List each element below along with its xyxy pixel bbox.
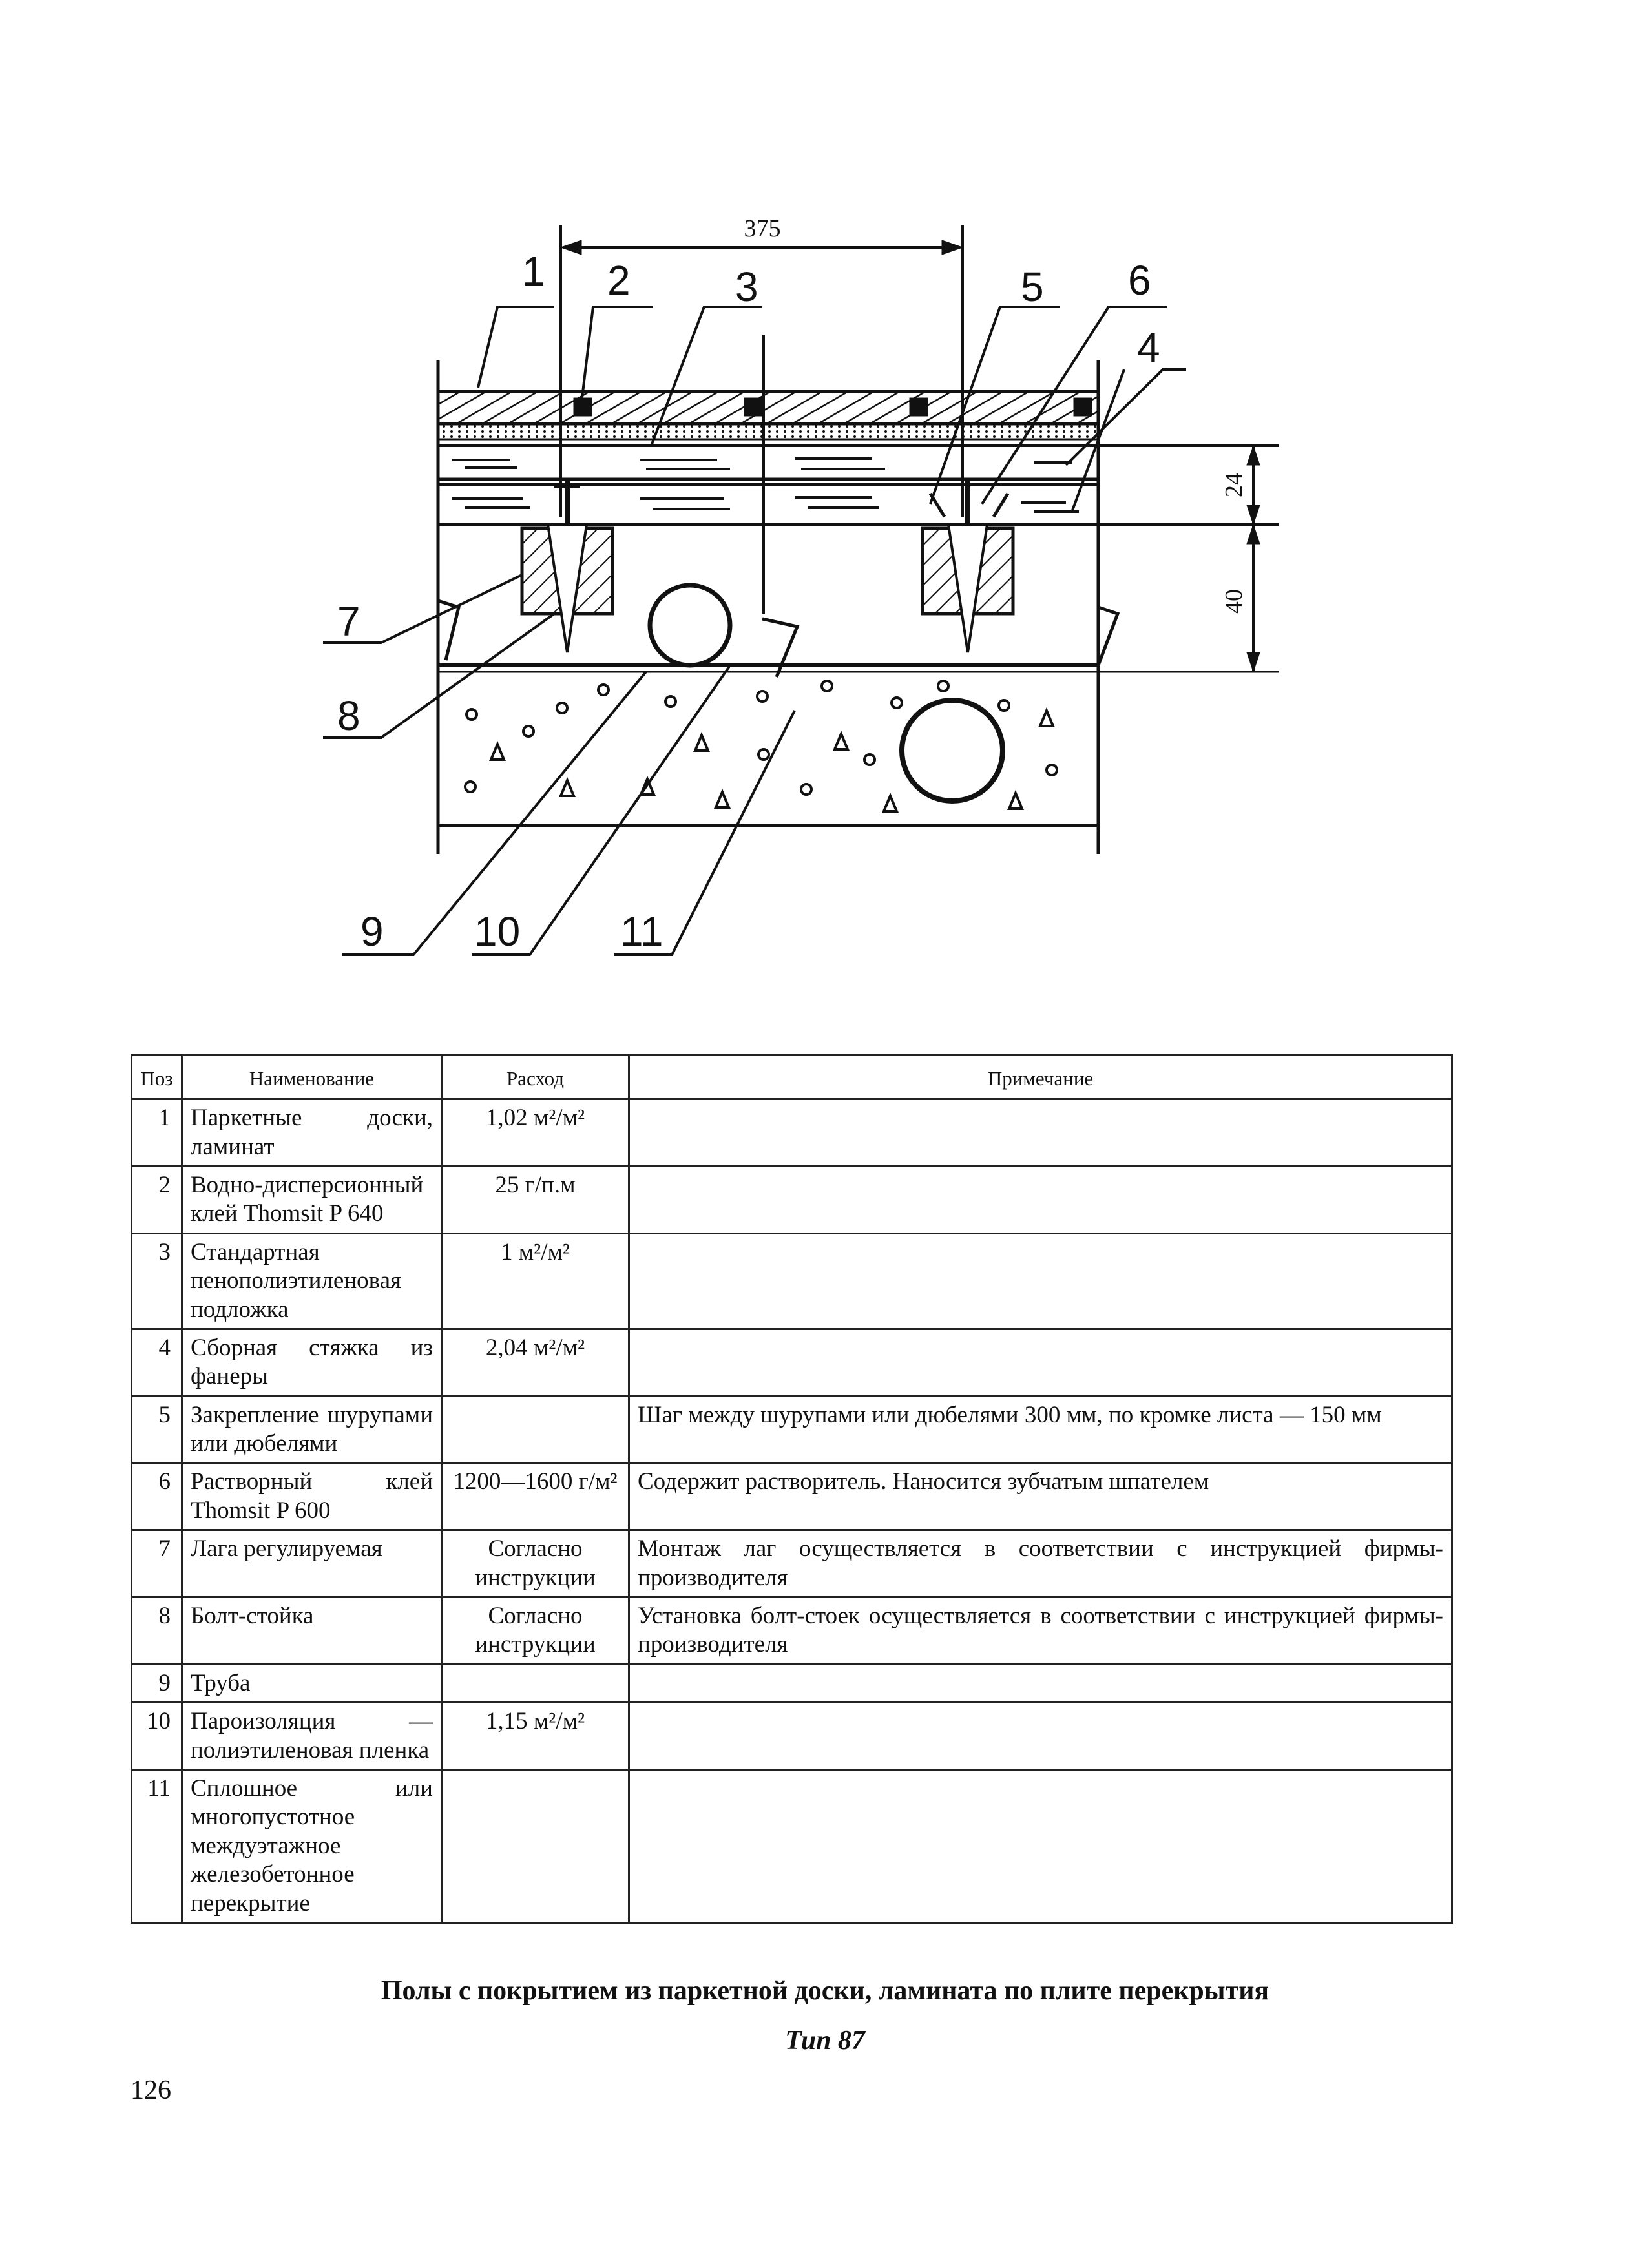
- cell-name: Сборная стяжка из фанеры: [182, 1329, 442, 1396]
- callout-5: 5: [1021, 264, 1044, 310]
- callout-8: 8: [337, 692, 360, 739]
- table-row: [132, 1703, 1452, 1770]
- cell-pos: 8: [132, 1597, 182, 1665]
- cell-name: Водно-дисперсионный клей Thomsit P 640: [182, 1166, 442, 1233]
- cell-pos: 2: [132, 1166, 182, 1233]
- plywood-screed: [438, 459, 1279, 525]
- cell-amount: 1 м²/м²: [442, 1233, 629, 1329]
- cell-note: [629, 1099, 1452, 1167]
- glue-block: [1074, 398, 1092, 416]
- cell-amount: [442, 1770, 629, 1923]
- cell-name: Болт-стойка: [182, 1597, 442, 1665]
- floor-section-drawing: [0, 0, 1650, 1008]
- dimension-right-24: 24: [1220, 473, 1248, 497]
- table-row: [132, 1329, 1452, 1396]
- dimension-right-40: 40: [1220, 589, 1248, 614]
- callout-1: 1: [522, 248, 545, 295]
- table-row: [132, 1664, 1452, 1702]
- table-row: [132, 1166, 1452, 1233]
- cell-name: Лага регулируемая: [182, 1530, 442, 1597]
- cell-amount: 1200—1600 г/м²: [442, 1463, 629, 1530]
- cell-note: [629, 1329, 1452, 1396]
- table-row: [132, 1396, 1452, 1463]
- cell-amount: 2,04 м²/м²: [442, 1329, 629, 1396]
- callout-4: 4: [1137, 324, 1160, 371]
- figure-caption: Полы с покрытием из паркетной доски, ламината по плите перекрытия: [381, 1976, 1269, 2006]
- table-row: [132, 1463, 1452, 1530]
- callout-7: 7: [337, 598, 360, 645]
- callout-10: 10: [474, 908, 521, 955]
- cell-note: [629, 1770, 1452, 1923]
- cell-name: Труба: [182, 1664, 442, 1702]
- cell-note: Шаг между шурупами или дюбелями 300 мм, по кромке листа — 150 мм: [629, 1396, 1452, 1463]
- callout-9: 9: [360, 908, 384, 955]
- table-row: [132, 1597, 1452, 1665]
- type-label: Тип 87: [785, 2026, 865, 2055]
- cell-amount: 1,15 м²/м²: [442, 1703, 629, 1770]
- cell-note: Содержит растворитель. Наносится зубчатым шпателем: [629, 1463, 1452, 1530]
- header-pos: Поз: [132, 1056, 182, 1099]
- underlay-layer: [438, 424, 1098, 439]
- dimension-top-label: 375: [744, 215, 781, 242]
- cell-pos: 7: [132, 1530, 182, 1597]
- header-note: Примечание: [629, 1056, 1452, 1099]
- cell-pos: 5: [132, 1396, 182, 1463]
- specification-table: [131, 1054, 1453, 1924]
- cell-note: [629, 1703, 1452, 1770]
- cell-note: Установка болт-стоек осуществляется в соответствии с инструкцией фирмы-производителя: [629, 1597, 1452, 1665]
- cell-name: Растворный клей Thomsit P 600: [182, 1463, 442, 1530]
- parquet-board-layer: [438, 391, 1098, 424]
- cell-amount: 25 г/п.м: [442, 1166, 629, 1233]
- cell-amount: [442, 1664, 629, 1702]
- header-amount: Расход: [442, 1056, 629, 1099]
- cell-note: [629, 1166, 1452, 1233]
- glue-block: [910, 398, 928, 416]
- callout-11: 11: [620, 908, 663, 955]
- table-row: [132, 1770, 1452, 1923]
- cell-pos: 9: [132, 1664, 182, 1702]
- cell-name: Паркетные доски, ламинат: [182, 1099, 442, 1167]
- cell-amount: Согласно инструкции: [442, 1530, 629, 1597]
- cell-pos: 11: [132, 1770, 182, 1923]
- table-row: [132, 1099, 1452, 1167]
- table-header-row: [132, 1056, 1452, 1099]
- callout-6: 6: [1128, 257, 1151, 304]
- glue-block: [744, 398, 762, 416]
- cell-amount: Согласно инструкции: [442, 1597, 629, 1665]
- floor-layers: [438, 360, 1279, 854]
- table-row: [132, 1233, 1452, 1329]
- cell-name: Закрепление шурупами или дюбелями: [182, 1396, 442, 1463]
- page-number: 126: [131, 2076, 171, 2105]
- cell-amount: [442, 1396, 629, 1463]
- cell-note: [629, 1664, 1452, 1702]
- callout-3: 3: [735, 264, 758, 310]
- table-row: [132, 1530, 1452, 1597]
- callout-labels: [337, 248, 1160, 955]
- cell-pos: 1: [132, 1099, 182, 1167]
- cell-amount: 1,02 м²/м²: [442, 1099, 629, 1167]
- pipe: [650, 585, 730, 665]
- cell-pos: 6: [132, 1463, 182, 1530]
- header-name: Наименование: [182, 1056, 442, 1099]
- cell-name: Сплошное или многопустотное междуэтажное железобетонное перекрытие: [182, 1770, 442, 1923]
- callout-2: 2: [607, 257, 631, 304]
- cell-pos: 3: [132, 1233, 182, 1329]
- cell-note: Монтаж лаг осуществляется в соответствии с инструкцией фирмы-производителя: [629, 1530, 1452, 1597]
- cell-name: Стандартная пенополиэтиленовая подложка: [182, 1233, 442, 1329]
- cell-pos: 4: [132, 1329, 182, 1396]
- cell-name: Пароизоляция — полиэтиленовая пленка: [182, 1703, 442, 1770]
- slab-void: [902, 700, 1003, 801]
- cell-pos: 10: [132, 1703, 182, 1770]
- cell-note: [629, 1233, 1452, 1329]
